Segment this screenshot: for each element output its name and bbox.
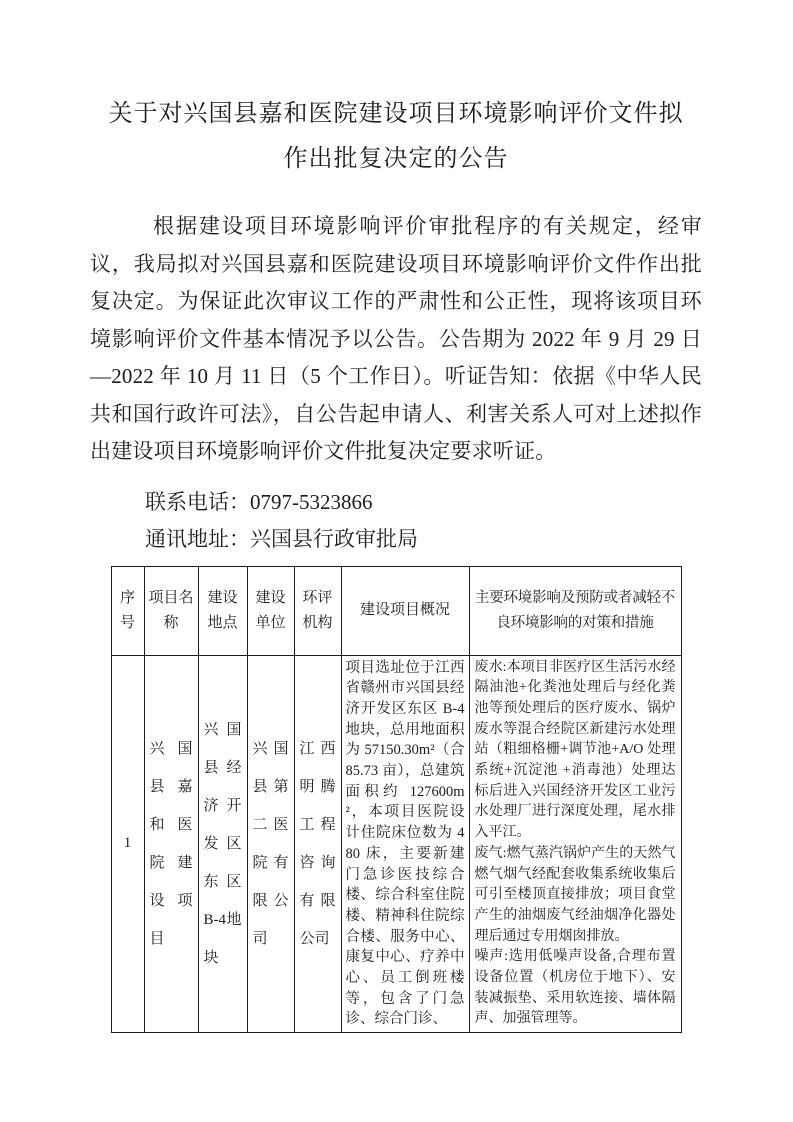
cell-index: 1 xyxy=(111,655,144,1033)
page-title-line-1: 关于对兴国县嘉和医院建设项目环境影响评价文件拟 xyxy=(108,101,684,127)
header-project-name: 项目名称 xyxy=(144,566,198,655)
page-title xyxy=(90,92,702,182)
header-eia-agency: 环评机构 xyxy=(294,566,341,655)
header-construction-unit: 建设单位 xyxy=(247,566,294,655)
measure-exhaust-gas: 废气:燃气蒸汽锅炉产生的天然气燃气烟气经配套收集系统收集后可引至楼顶直接排放；项目食堂产生的油烟废气经油烟净化器处理后通过专用烟囱排放。 xyxy=(474,845,676,944)
cell-location: 兴国县经济开发区东区B-4地块 xyxy=(198,655,247,1033)
cell-project-overview: 项目选址位于江西省赣州市兴国县经济开发区东区 B-4 地块，总用地面积为 57150.30m²（合 85.73 亩），总建筑面积约 127600m²，本项目医院设计住院床位数为 480 床，主要新建门急诊医技综合楼、综合科室住院楼、精神科住院综合楼、服务中心、康复中心、疗养中心、员工倒班楼等，包含了门急诊、综合门诊、 xyxy=(341,655,469,1033)
header-index: 序号 xyxy=(111,566,144,655)
measure-noise: 噪声:选用低噪声设备,合理布置设备位置（机房位于地下）、安装减振垫、采用软连接、墙体隔声、加强管理等。 xyxy=(474,949,676,1027)
cell-construction-unit: 兴国县第二医院有限公司 xyxy=(247,655,294,1033)
header-project-overview: 建设项目概况 xyxy=(341,566,469,655)
header-env-measures: 主要环境影响及预防或者减轻不良环境影响的对策和措施 xyxy=(469,566,681,655)
table-header xyxy=(111,566,681,655)
cell-env-measures xyxy=(469,655,681,1033)
contact-address-line: 通讯地址：兴国县行政审批局 xyxy=(145,527,418,551)
announcement-paragraph: 根据建设项目环境影响评价审批程序的有关规定，经审议，我局拟对兴国县嘉和医院建设项目环境影响评价文件作出批复决定。为保证此次审议工作的严肃性和公正性，现将该项目环境影响评价文件基本情况予以公告。公告期为 2022 年 9 月 29 日—2022 年 10 月 11 日（5 个工作日）。听证告知：依据《中华人民共和国行政许可法》，自公告起申请人、利害关系人可对上述拟作出建设项目环境影响评价文件批复决定要求听证。 xyxy=(90,214,702,463)
header-location: 建设地点 xyxy=(198,566,247,655)
contact-phone-line: 联系电话：0797-5323866 xyxy=(145,489,373,514)
table-row xyxy=(111,655,681,1033)
page-title-line-2: 作出批复决定的公告 xyxy=(283,146,509,172)
table-header-row xyxy=(111,566,681,655)
cell-eia-agency: 江西明腾工程咨询有限公司 xyxy=(294,655,341,1033)
measure-wastewater: 废水:本项目非医疗区生活污水经隔油池+化粪池处理后与经化粪池等预处理后的医疗废水、锅炉废水等混合经院区新建污水处理站（粗细格栅+调节池+A/O 处理系统+沉淀池 +消毒池）处理达标后进入兴国经济开发区工业污水处理厂进行深度处理，尾水排入平江。 xyxy=(474,659,676,841)
cell-project-name: 兴国县嘉和医院建设项目 xyxy=(144,655,198,1033)
eia-projects-table xyxy=(111,566,682,1034)
table-body xyxy=(111,655,681,1033)
